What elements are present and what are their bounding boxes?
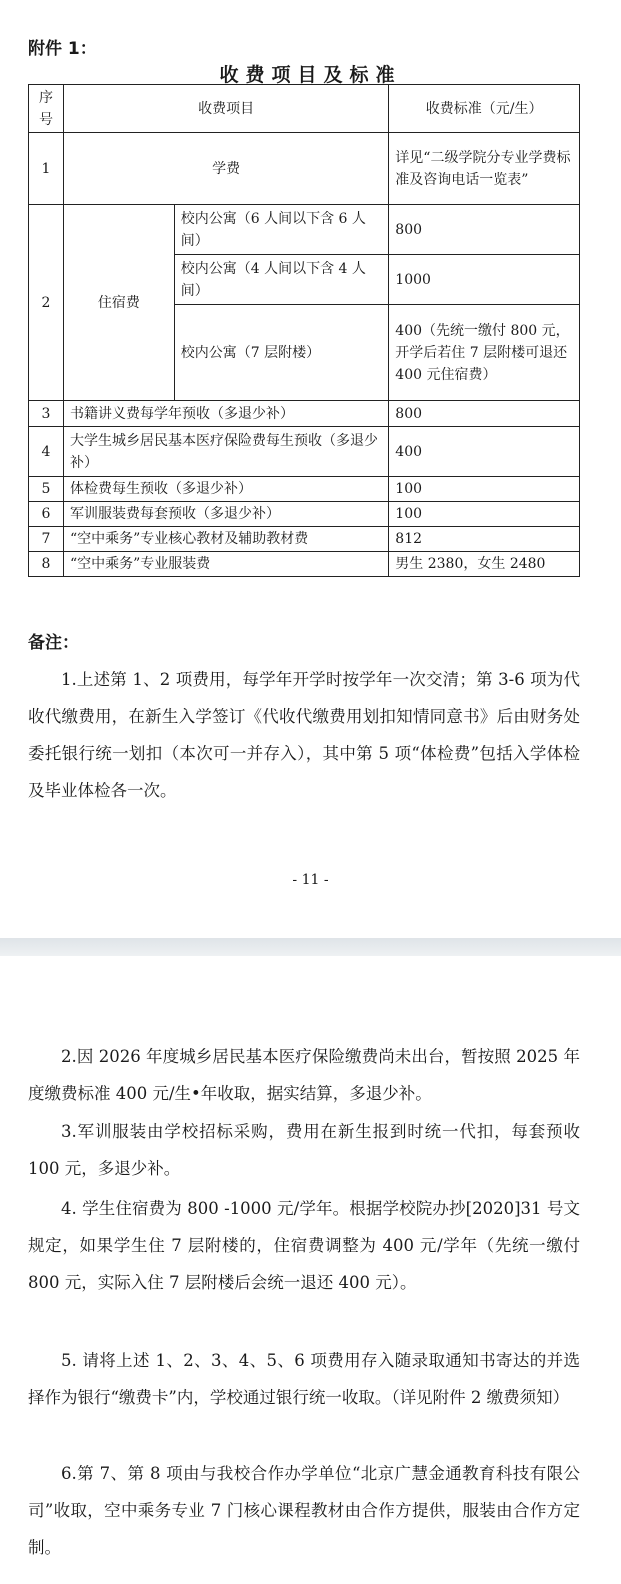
header-standard: 收费标准（元/生） bbox=[389, 85, 580, 133]
row-standard: 100 bbox=[389, 502, 580, 527]
table-row bbox=[29, 133, 580, 205]
row-standard: 400（先统一缴付 800 元，开学后若住 7 层附楼可退还 400 元住宿费） bbox=[389, 305, 580, 401]
header-seq: 序号 bbox=[29, 85, 64, 133]
row-item: 书籍讲义费每学年预收（多退少补） bbox=[63, 401, 388, 427]
page-separator bbox=[0, 938, 621, 956]
row-seq: 2 bbox=[29, 205, 64, 401]
row-standard: 812 bbox=[389, 527, 580, 552]
row-seq: 4 bbox=[29, 427, 64, 477]
row-standard: 800 bbox=[389, 205, 580, 255]
attachment-label: 附件 1： bbox=[28, 39, 97, 59]
row-seq: 6 bbox=[29, 502, 64, 527]
table-row bbox=[29, 205, 580, 255]
row-item: 大学生城乡居民基本医疗保险费每生预收（多退少补） bbox=[63, 427, 388, 477]
row-item: 军训服装费每套预收（多退少补） bbox=[63, 502, 388, 527]
row-item: 学费 bbox=[63, 133, 388, 205]
row-seq: 5 bbox=[29, 477, 64, 502]
page-number: - 11 - bbox=[292, 872, 329, 888]
row-item: “空中乘务”专业服装费 bbox=[63, 552, 388, 577]
row-standard: 男生 2380，女生 2480 bbox=[389, 552, 580, 577]
row-subitem: 校内公寓（4 人间以下含 4 人间） bbox=[174, 255, 389, 305]
row-subitem: 校内公寓（7 层附楼） bbox=[174, 305, 389, 401]
header-item: 收费项目 bbox=[63, 85, 388, 133]
table-row bbox=[29, 427, 580, 477]
fee-table bbox=[28, 84, 580, 577]
table-row bbox=[29, 527, 580, 552]
row-seq: 8 bbox=[29, 552, 64, 577]
row-item: 体检费每生预收（多退少补） bbox=[63, 477, 388, 502]
row-item: “空中乘务”专业核心教材及辅助教材费 bbox=[63, 527, 388, 552]
row-standard: 100 bbox=[389, 477, 580, 502]
row-seq: 1 bbox=[29, 133, 64, 205]
row-standard: 400 bbox=[389, 427, 580, 477]
page-12 bbox=[0, 956, 621, 1584]
row-subitem: 校内公寓（6 人间以下含 6 人间） bbox=[174, 205, 389, 255]
table-row bbox=[29, 401, 580, 427]
remark-note-5: 5. 请将上述 1、2、3、4、5、6 项费用存入随录取通知书寄达的并选择作为银行“缴费卡”内，学校通过银行统一收取。（详见附件 2 缴费须知） bbox=[28, 1351, 580, 1407]
table-row bbox=[29, 502, 580, 527]
remark-note-6: 6.第 7、第 8 项由与我校合作办学单位“北京广慧金通教育科技有限公司”收取，空中乘务专业 7 门核心课程教材由合作方提供，服装由合作方定制。 bbox=[28, 1464, 580, 1557]
row-seq: 7 bbox=[29, 527, 64, 552]
remark-note-2: 2.因 2026 年度城乡居民基本医疗保险缴费尚未出台，暂按照 2025 年度缴费标准 400 元/生•年收取，据实结算，多退少补。 bbox=[28, 1047, 580, 1103]
table-row bbox=[29, 552, 580, 577]
remark-note-4: 4. 学生住宿费为 800 -1000 元/学年。根据学校院办抄[2020]31 号文规定，如果学生住 7 层附楼的，住宿费调整为 400 元/学年（先统一缴付 800 元，实际入住 7 层附楼后会统一退还 400 元）。 bbox=[28, 1199, 580, 1292]
row-item: 住宿费 bbox=[63, 205, 174, 401]
row-seq: 3 bbox=[29, 401, 64, 427]
remark-note-1: 1.上述第 1、2 项费用，每学年开学时按学年一次交清；第 3-6 项为代收代缴费用，在新生入学签订《代收代缴费用划扣知情同意书》后由财务处委托银行统一划扣（本次可一并存入），其中第 5 项“体检费”包括入学体检及毕业体检各一次。 bbox=[28, 670, 580, 800]
row-standard: 1000 bbox=[389, 255, 580, 305]
row-standard: 800 bbox=[389, 401, 580, 427]
remark-note-3: 3.军训服装由学校招标采购，费用在新生报到时统一代扣，每套预收 100 元，多退少补。 bbox=[28, 1122, 580, 1178]
remarks-heading: 备注： bbox=[28, 633, 79, 653]
table-header-row bbox=[29, 85, 580, 133]
row-standard: 详见“二级学院分专业学费标准及咨询电话一览表” bbox=[389, 133, 580, 205]
page-title: 收费项目及标准 bbox=[219, 64, 402, 86]
table-row bbox=[29, 477, 580, 502]
